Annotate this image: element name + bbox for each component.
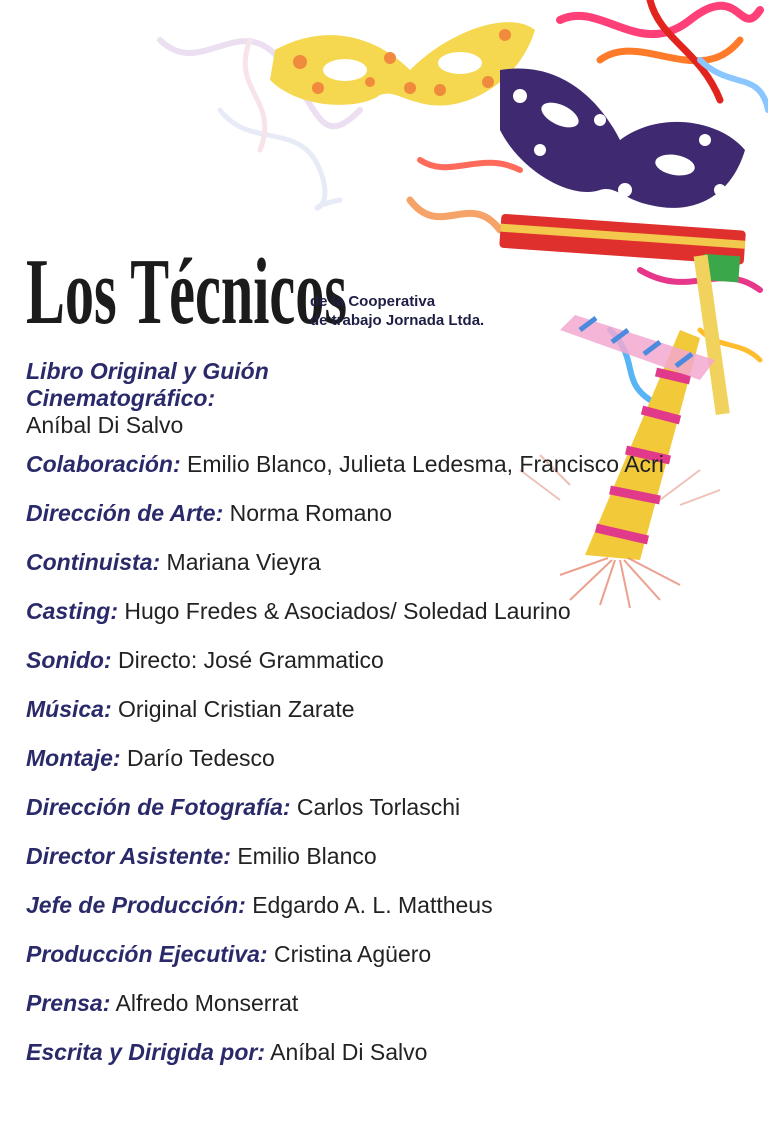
credits-list xyxy=(26,358,746,1066)
credit-name: Aníbal Di Salvo xyxy=(265,1039,428,1065)
credit-role: Prensa: xyxy=(26,990,111,1016)
credit-name: Emilio Blanco xyxy=(230,843,377,869)
credit-role: Dirección de Arte: xyxy=(26,500,224,526)
title-main: Los Técnicos xyxy=(26,240,348,344)
credit-row xyxy=(26,794,746,821)
credit-row xyxy=(26,990,746,1017)
credit-name: Hugo Fredes & Asociados/ Soledad Laurino xyxy=(118,598,571,624)
credit-name: Cristina Agüero xyxy=(267,941,432,967)
credit-role: Escrita y Dirigida por: xyxy=(26,1039,266,1065)
mask-yellow-icon xyxy=(270,22,535,105)
credit-row xyxy=(26,500,746,527)
credit-row xyxy=(26,451,746,478)
credit-role: Colaboración: xyxy=(26,451,181,477)
credit-name: Aníbal Di Salvo xyxy=(26,412,184,438)
credit-role: Montaje: xyxy=(26,745,121,771)
credit-row xyxy=(26,647,746,674)
credit-row xyxy=(26,892,746,919)
credit-name: Norma Romano xyxy=(223,500,392,526)
credit-name: Darío Tedesco xyxy=(120,745,275,771)
credit-role-line1: Libro Original y Guión xyxy=(26,358,269,384)
credit-role: Casting: xyxy=(26,598,118,624)
credit-role: Dirección de Fotografía: xyxy=(26,794,291,820)
credit-row xyxy=(26,843,746,870)
credit-role: Sonido: xyxy=(26,647,112,673)
credit-name: Carlos Torlaschi xyxy=(290,794,461,820)
credit-name: Edgardo A. L. Mattheus xyxy=(245,892,493,918)
credit-role: Jefe de Producción: xyxy=(26,892,246,918)
credit-role: Continuista: xyxy=(26,549,161,575)
subtitle-line-1: de la Cooperativa xyxy=(310,293,436,310)
credit-row xyxy=(26,696,746,723)
credit-role: Música: xyxy=(26,696,112,722)
credit-name: Emilio Blanco, Julieta Ledesma, Francisco Acri xyxy=(180,451,664,477)
credit-row xyxy=(26,598,746,625)
credit-name: Original Cristian Zarate xyxy=(111,696,355,722)
credit-row xyxy=(26,549,746,576)
credit-name: Alfredo Monserrat xyxy=(110,990,299,1016)
credit-name: Mariana Vieyra xyxy=(160,549,321,575)
credit-name: Directo: José Grammatico xyxy=(111,647,384,673)
credit-row xyxy=(26,358,746,439)
page-subtitle xyxy=(310,292,484,330)
credit-row xyxy=(26,745,746,772)
credit-row xyxy=(26,1039,746,1066)
mask-purple-icon xyxy=(500,68,745,207)
subtitle-line-2: de trabajo Jornada Ltda. xyxy=(310,312,485,329)
credit-row xyxy=(26,941,746,968)
credit-role: Director Asistente: xyxy=(26,843,231,869)
credit-role: Producción Ejecutiva: xyxy=(26,941,268,967)
credit-role: Cinematográfico: xyxy=(26,385,216,411)
